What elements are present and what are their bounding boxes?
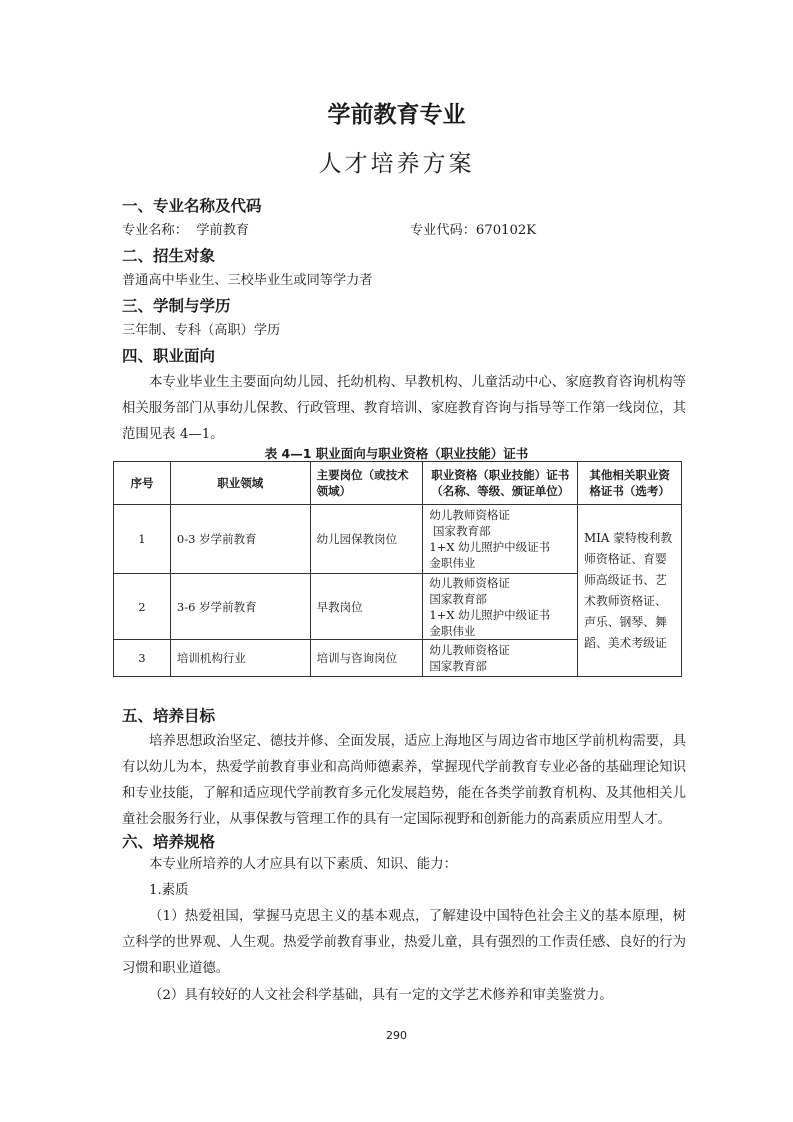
section-5-paragraph: 培养思想政治坚定、德技并修、全面发展，适应上海地区与周边省市地区学前机构需要，具有以幼儿为本，热爱学前教育事业和高尚师德素养，掌握现代学前教育专业必备的基础理论知识和专业技能，了解和适应现代学前教育多元化发展趋势，能在各类学前教育机构、及其他相关儿童社会服务行业，从事保教与管理工作的具有一定国际视野和创新能力的高素质应用型人才。 [122,734,686,827]
header-no: 序号 [114,462,171,505]
enrollment-text: 普通高中毕业生、三校毕业生或同等学力者 [122,273,373,288]
section-4-paragraph: 本专业毕业生主要面向幼儿园、托幼机构、早教机构、儿童活动中心、家庭教育咨询机构等相关服务部门从事幼儿保教、行政管理、教育培训、家庭教育咨询与指导等工作第一线岗位，其范围见表 4—1。 [122,375,686,442]
career-table [113,461,682,677]
header-post: 主要岗位（或技术领域） [310,462,423,505]
major-name-label: 专业名称： [122,223,188,238]
cert-line: 国家教育部 [429,591,487,606]
row-field: 3-6 岁学前教育 [170,574,310,640]
cert-line: 1+X 幼儿照护中级证书 [429,540,551,554]
section-6-intro: 本专业所培养的人才应具有以下素质、知识、能力： [149,857,457,872]
section-6-item-2: （2）具有较好的人文社会科学基础，具有一定的文学艺术修养和审美鉴赏力。 [149,988,613,1003]
row-post: 早教岗位 [310,574,423,640]
row-post: 幼儿园保教岗位 [310,505,423,574]
cert-line: 幼儿教师资格证 [429,575,510,590]
page-number: 290 [386,1029,407,1042]
section-3-heading: 三、学制与学历 [122,297,231,315]
table-header-row [114,462,682,505]
cert-line: 幼儿教师资格证 [429,643,510,657]
cert-line: 国家教育部 [429,659,487,673]
row-post: 培训与咨询岗位 [310,640,423,677]
row-no: 2 [114,574,171,640]
row-no: 3 [114,640,171,677]
header-cert: 职业资格（职业技能）证书（名称、等级、颁证单位） [423,462,578,505]
cert-line: 幼儿教师资格证 [429,508,510,522]
major-name-value: 学前教育 [196,223,250,238]
cert-line: 1+X 幼儿照护中级证书 [429,607,551,622]
row-cert [423,640,578,677]
duration-text: 三年制、专科（高职）学历 [122,323,281,338]
section-5-heading: 五、培养目标 [122,707,216,725]
section-6-item-1: （1）热爱祖国，掌握马克思主义的基本观点，了解建设中国特色社会主义的基本原理，树立科学的世界观、人生观。热爱学前教育事业，热爱儿童，具有强烈的工作责任感、良好的行为习惯和职业道德。 [122,909,686,976]
cert-line: 金职伟业 [429,556,476,570]
other-cert-cell: MIA 蒙特梭利教师资格证、育婴师高级证书、艺术教师资格证、声乐、钢琴、舞蹈、美术考级证 [578,505,682,677]
row-cert [423,574,578,640]
row-field: 培训机构行业 [170,640,310,677]
cert-line: 金职伟业 [429,623,476,638]
page-title: 学前教育专业 [327,102,466,128]
cert-line: 国家教育部 [429,524,491,538]
header-other: 其他相关职业资格证书（选考） [578,462,682,505]
table-row [114,505,682,574]
row-no: 1 [114,505,171,574]
section-1-heading: 一、专业名称及代码 [122,197,262,215]
major-code: 专业代码：670102K [410,223,537,238]
row-cert [423,505,578,574]
section-6-heading: 六、培养规格 [122,833,216,851]
page-subtitle: 人才培养方案 [318,151,475,177]
header-field: 职业领域 [170,462,310,505]
section-2-heading: 二、招生对象 [122,247,216,265]
table-caption: 表 4—1 职业面向与职业资格（职业技能）证书 [264,446,529,461]
row-field: 0-3 岁学前教育 [170,505,310,574]
section-4-heading: 四、职业面向 [122,347,216,365]
section-6-sub-heading: 1.素质 [149,883,189,898]
major-name-line [122,221,682,241]
